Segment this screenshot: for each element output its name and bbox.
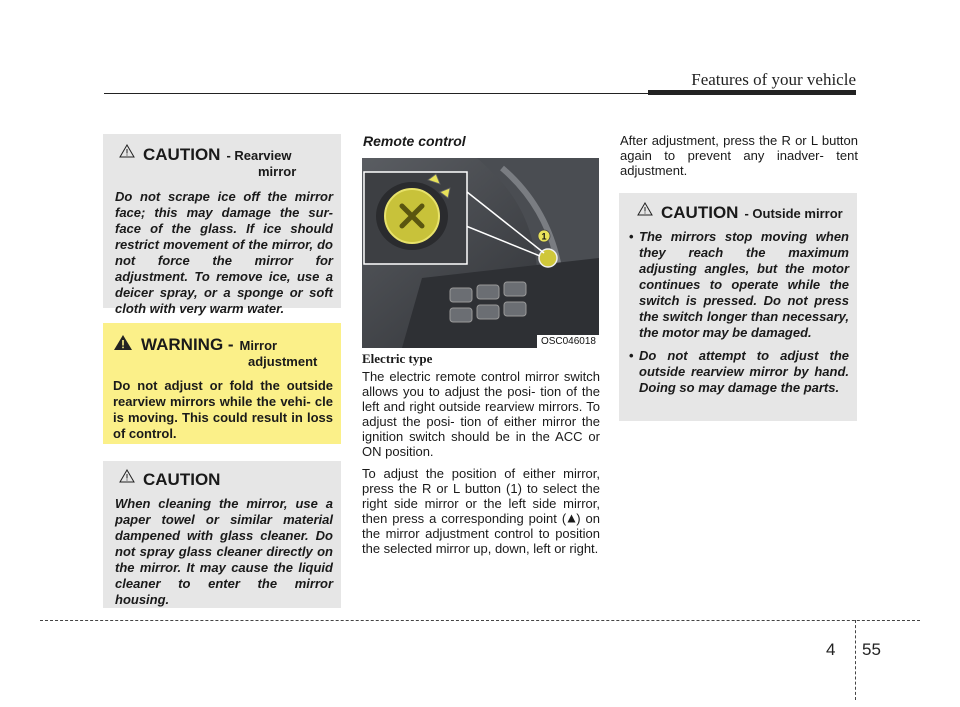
caution-label: CAUTION [143,470,221,489]
section-title: Remote control [363,133,466,149]
up-arrow-icon [566,511,576,526]
warning-triangle-icon [637,202,655,218]
caution-text: Do not scrape ice off the mirror face; this may damage the sur- face of the glass. If ice should restrict movement of the mirror, do not force the mirror for adjustment. To remove ice, use a deicer spray, or a sponge or soft cloth with very warm water. [115,189,333,316]
caution-label: CAUTION [143,145,221,164]
caution-subtitle-cont: mirror [258,164,297,179]
header-rule-accent [648,90,856,95]
warning-filled-triangle-icon [113,334,135,350]
footer-divider [855,620,856,700]
warning-label: WARNING - [141,335,234,354]
warning-text: Do not adjust or fold the outside rearview mirrors while the vehi- cle is moving. This could result in loss of control. [113,378,333,441]
door-panel-illustration [362,158,599,348]
paragraph-adjust-position [362,466,600,556]
mirror-switch-photo [362,158,599,348]
caution-rearview-box [103,134,341,316]
warning-triangle-icon [119,469,137,485]
caution-label: CAUTION [661,203,739,222]
caution-text: When cleaning the mirror, use a paper towel or similar material dampened with glass cleaner. Do not spray glass cleaner directly on the mirror. It may cause the liquid cleaner to enter the mirror housing. [115,496,333,607]
warning-subtitle: Mirror [239,338,278,353]
warning-subtitle-cont: adjustment [248,354,318,369]
callout-number: 1 [541,231,547,242]
running-header: Features of your vehicle [691,70,856,89]
page-number: 55 [862,640,881,659]
paragraph-part: ) on the mirror adjustment control to position the selected mirror up, down, left or right. [362,511,600,556]
figure-id: OSC046018 [537,335,599,348]
footer-rule [40,620,920,621]
chapter-number: 4 [826,640,836,659]
warning-triangle-icon [119,144,137,160]
paragraph-after-adjustment: After adjustment, press the R or L button again to prevent any inadver- tent adjustment. [620,133,858,178]
warning-mirror-adjustment-box [103,323,341,444]
subheading: Electric type [362,351,433,366]
caution-bullet: • Do not attempt to adjust the outside rearview mirror by hand. Doing so may damage the parts. [629,348,849,396]
caution-cleaning-box [103,461,341,608]
caution-bullet: • The mirrors stop moving when they reach the maximum adjusting angles, but the motor continues to operate while the switch is pressed. Do not press the switch longer than necessary, the motor may be damaged. [629,229,849,341]
caution-subtitle: - Outside mirror [744,206,843,221]
paragraph-part: To adjust the position of either mirror, press the R or L button (1) to select the right side mirror or the left side mirror, then press a corresponding point ( [362,466,600,526]
caution-outside-mirror-box [619,193,857,421]
caution-subtitle: - Rearview [226,148,292,163]
paragraph-electric-type: The electric remote control mirror switch allows you to adjust the posi- tion of the left and right outside rearview mirrors. To adjust the posi- tion of either mirror the ignition switch should be in the ACC or ON position. [362,369,600,459]
